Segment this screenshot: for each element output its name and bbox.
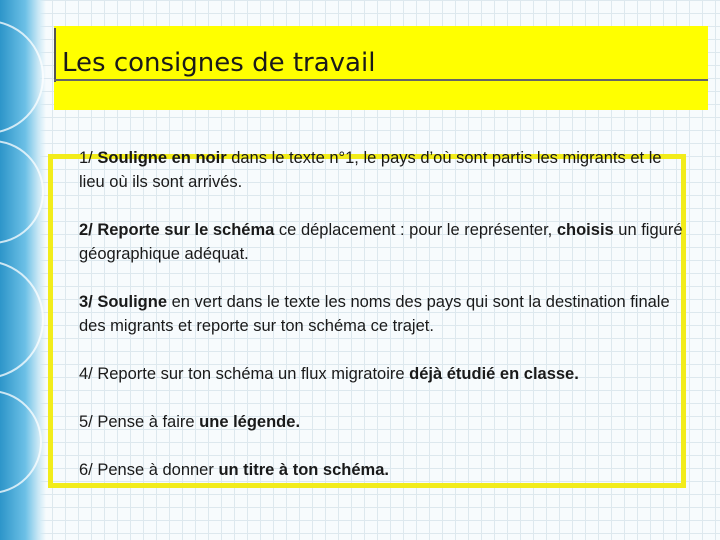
instruction-text: 4/ Reporte sur ton schéma un flux migratoire [79,365,410,383]
instruction-emphasis: 3/ Souligne [79,293,168,311]
instruction-item [79,218,689,266]
decorative-arc [0,390,42,494]
decorative-arc [0,140,44,244]
slide-title: Les consignes de travail [62,48,376,78]
instruction-emphasis: Souligne en noir [97,149,227,167]
instruction-item [79,410,689,434]
instruction-item [79,146,689,194]
instruction-text: ce déplacement : pour le représenter, [274,221,557,239]
instruction-text: 5/ Pense à faire [79,413,200,431]
decorative-arc [0,20,44,134]
instruction-emphasis: un titre à ton schéma. [218,461,389,479]
instruction-emphasis: choisis [556,221,614,239]
instruction-emphasis: déjà étudié en classe. [409,365,579,383]
instruction-text: un figuré géographique adéquat. [79,221,683,263]
instruction-item [79,458,689,482]
instruction-text: en vert dans le texte les noms des pays qui sont la destination finale des migrants et reporte sur ton schéma ce trajet. [79,293,670,335]
instruction-emphasis: 2/ Reporte sur le schéma [79,221,275,239]
instruction-emphasis: une légende. [199,413,301,431]
title-divider-vertical [54,28,56,82]
instruction-text: 1/ [79,149,98,167]
decorative-arc [0,260,44,379]
decorative-left-band [0,0,46,540]
instruction-text: 6/ Pense à donner [79,461,219,479]
instruction-text: dans le texte n°1, le pays d’où sont partis les migrants et le lieu où ils sont arrivés. [79,149,662,191]
title-divider-horizontal [54,79,708,81]
instruction-item [79,290,689,338]
instruction-item [79,362,689,386]
